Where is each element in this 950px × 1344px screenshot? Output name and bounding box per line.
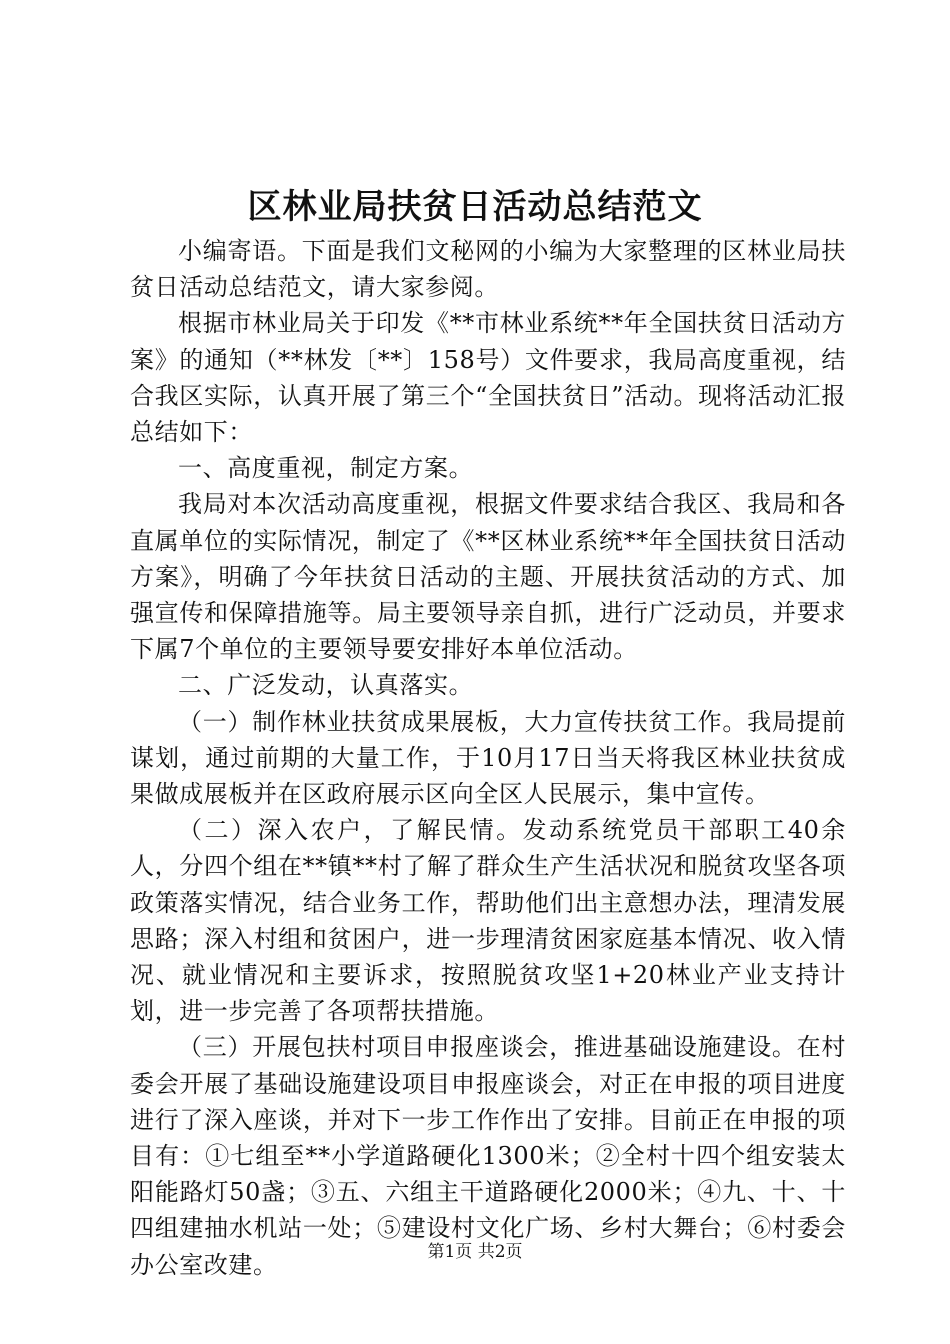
section-heading-1: 一、高度重视，制定方案。 bbox=[178, 454, 474, 483]
document-title: 区林业局扶贫日活动总结范文 bbox=[247, 187, 703, 227]
page-number-footer: 第1页 共2页 bbox=[427, 1242, 523, 1262]
section-heading-2: 二、广泛发动，认真落实。 bbox=[178, 671, 474, 700]
paragraph-intro: 小编寄语。下面是我们文秘网的小编为大家整理的区林业局扶贫日活动总结范文，请大家参阅。 bbox=[130, 237, 846, 302]
paragraph-item-1: （一）制作林业扶贫成果展板，大力宣传扶贫工作。我局提前谋划，通过前期的大量工作，于10月17日当天将我区林业扶贫成果做成展板并在区政府展示区向全区人民展示，集中宣传。 bbox=[130, 707, 846, 809]
paragraph-background: 根据市林业局关于印发《**市林业系统**年全国扶贫日活动方案》的通知（**林发〔**〕158号）文件要求，我局高度重视，结合我区实际，认真开展了第三个“全国扶贫日”活动。现将活动汇报总结如下： bbox=[130, 309, 846, 447]
paragraph-item-3: （三）开展包扶村项目申报座谈会，推进基础设施建设。在村委会开展了基础设施建设项目申报座谈会，对正在申报的项目进度进行了深入座谈，并对下一步工作作出了安排。目前正在申报的项目有：①七组至**小学道路硬化1300米；②全村十四个组安装太阳能路灯50盏；③五、六组主干道路硬化2000米；④九、十、十四组建抽水机站一处；⑤建设村文化广场、乡村大舞台；⑥村委会办公室改建。 bbox=[130, 1033, 846, 1279]
paragraph-item-2: （二）深入农户，了解民情。发动系统党员干部职工40余人，分四个组在**镇**村了解了群众生产生活状况和脱贫攻坚各项政策落实情况，结合业务工作，帮助他们出主意想办法，理清发展思路；深入村组和贫困户，进一步理清贫困家庭基本情况、收入情况、就业情况和主要诉求，按照脱贫攻坚1+20林业产业支持计划，进一步完善了各项帮扶措施。 bbox=[130, 816, 846, 1026]
document-body bbox=[130, 233, 846, 1283]
paragraph-plan: 我局对本次活动高度重视，根据文件要求结合我区、我局和各直属单位的实际情况，制定了《**区林业系统**年全国扶贫日活动方案》，明确了今年扶贫日活动的主题、开展扶贫活动的方式、加强宣传和保障措施等。局主要领导亲自抓，进行广泛动员，并要求下属7个单位的主要领导要安排好本单位活动。 bbox=[130, 490, 846, 664]
